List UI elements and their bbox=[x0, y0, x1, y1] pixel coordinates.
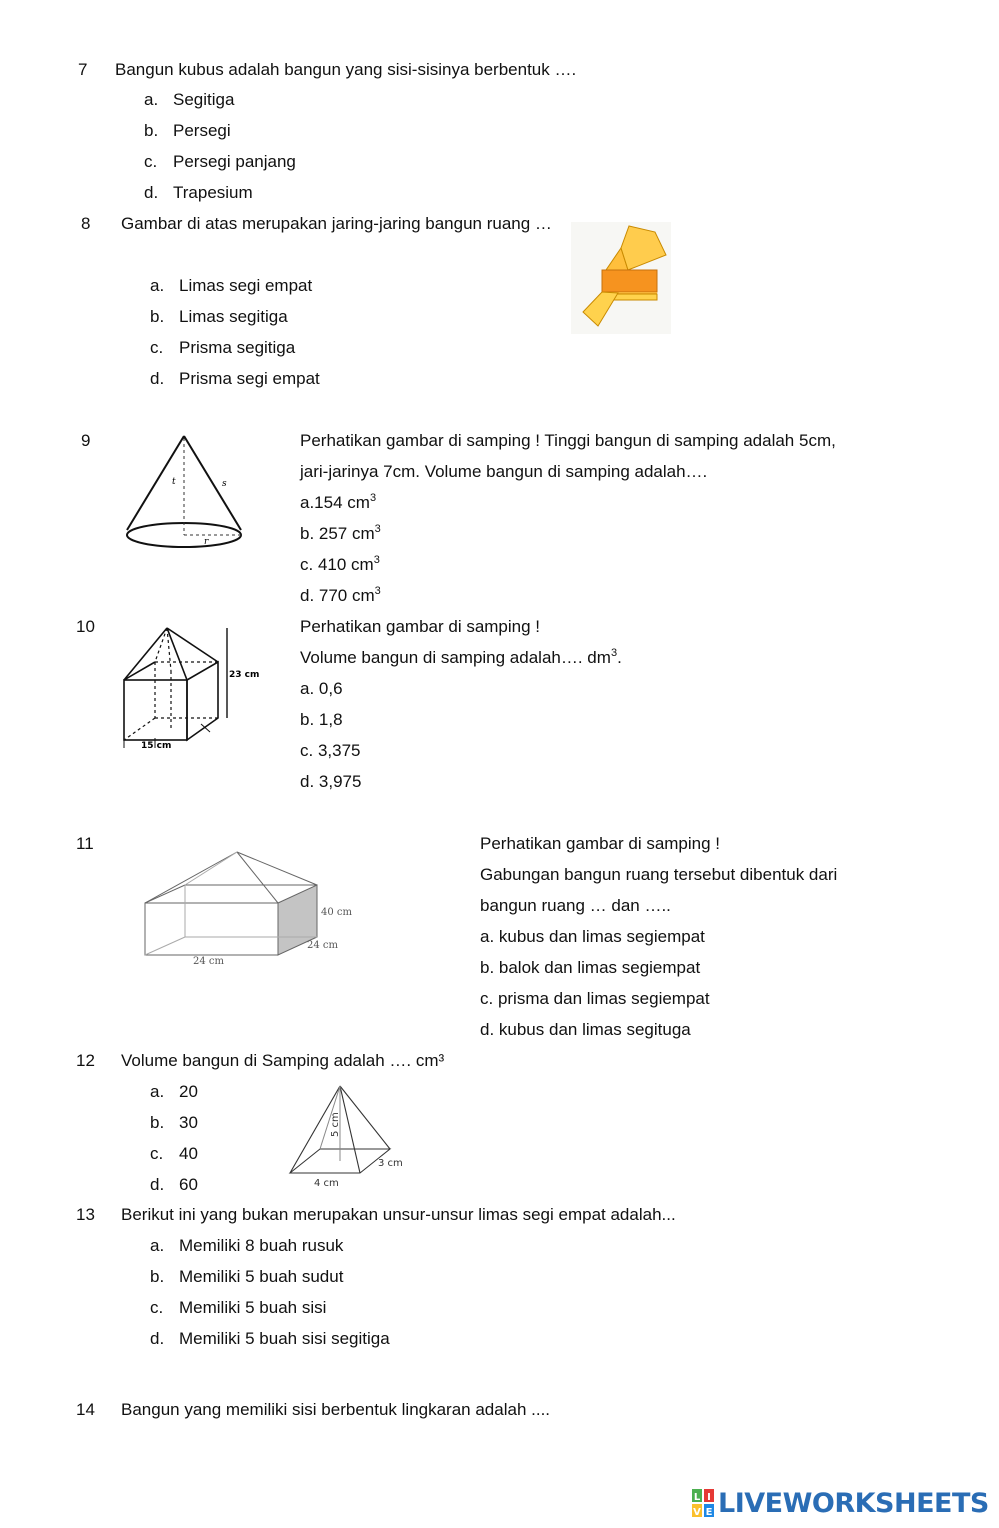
q10-option-b[interactable]: b. 1,8 bbox=[300, 710, 343, 729]
q12-option-b-letter: b. bbox=[150, 1113, 165, 1132]
q12-option-b[interactable]: 30 bbox=[179, 1113, 198, 1132]
q10-text-line2: Volume bangun di samping adalah…. $dm^3$. bbox=[300, 647, 622, 667]
q9-option-c[interactable]: c. 410 $cm^3$ bbox=[300, 554, 380, 574]
q11-option-d[interactable]: d. kubus dan limas segituga bbox=[480, 1020, 691, 1039]
q8-option-a[interactable]: Limas segi empat bbox=[179, 276, 313, 295]
cone-radius-label: r bbox=[204, 537, 209, 547]
q9-option-d[interactable]: d. 770 $cm^3$ bbox=[300, 585, 381, 605]
q9-text-line1: Perhatikan gambar di samping ! Tinggi bangun di samping adalah 5cm, bbox=[300, 431, 836, 450]
width-label: 24 cm bbox=[193, 956, 224, 967]
q12-option-d[interactable]: 60 bbox=[179, 1175, 198, 1194]
depth-label: 24 cm bbox=[307, 940, 338, 951]
q13-option-c-letter: c. bbox=[150, 1298, 164, 1317]
q11-text-line1: Perhatikan gambar di samping ! bbox=[480, 834, 721, 853]
q12-option-c-letter: c. bbox=[150, 1144, 164, 1163]
cone-figure bbox=[120, 430, 250, 555]
q7-number: 7 bbox=[78, 60, 88, 79]
q13-text: Berikut ini yang bukan merupakan unsur-unsur limas segi empat adalah... bbox=[121, 1205, 676, 1224]
liveworksheets-logo-icon bbox=[692, 1489, 714, 1517]
q13-option-a-letter: a. bbox=[150, 1236, 165, 1255]
q12-option-c[interactable]: 40 bbox=[179, 1144, 198, 1163]
q7-option-b-letter: b. bbox=[144, 121, 159, 140]
q9-number: 9 bbox=[81, 431, 91, 450]
q12-number: 12 bbox=[76, 1051, 95, 1070]
q7-option-d-letter: d. bbox=[144, 183, 159, 202]
q14-number: 14 bbox=[76, 1400, 95, 1419]
height-label: 5 cm bbox=[330, 1112, 341, 1137]
q11-option-c[interactable]: c. prisma dan limas segiempat bbox=[480, 989, 710, 1008]
svg-text:E: E bbox=[705, 1507, 713, 1517]
q10-text-line1: Perhatikan gambar di samping ! bbox=[300, 617, 541, 636]
q8-number: 8 bbox=[81, 214, 91, 233]
q9-option-a[interactable]: a.154 $cm^3$ bbox=[300, 492, 377, 512]
q7-option-b[interactable]: Persegi bbox=[173, 121, 231, 140]
q11-option-a[interactable]: a. kubus dan limas segiempat bbox=[480, 927, 705, 946]
q12-option-a-letter: a. bbox=[150, 1082, 165, 1101]
side-label: 15 cm bbox=[141, 741, 172, 751]
width-label: 4 cm bbox=[314, 1178, 339, 1189]
height-label: 40 cm bbox=[321, 907, 352, 918]
q13-option-b-letter: b. bbox=[150, 1267, 165, 1286]
q9-text-line2: jari-jarinya 7cm. Volume bangun di samping adalah…. bbox=[300, 462, 708, 481]
q7-option-c[interactable]: Persegi panjang bbox=[173, 152, 296, 171]
svg-text:L: L bbox=[693, 1492, 701, 1503]
q8-option-d-letter: d. bbox=[150, 369, 165, 388]
q8-option-a-letter: a. bbox=[150, 276, 165, 295]
q11-text-line3: bangun ruang … dan ….. bbox=[480, 896, 671, 915]
svg-text:I: I bbox=[707, 1492, 711, 1503]
q11-number: 11 bbox=[76, 834, 94, 853]
cube-with-pyramid-figure bbox=[115, 620, 270, 755]
q12-text: Volume bangun di Samping adalah …. cm³ bbox=[121, 1051, 445, 1070]
q8-text: Gambar di atas merupakan jaring-jaring bangun ruang … bbox=[121, 214, 552, 233]
q13-number: 13 bbox=[76, 1205, 95, 1224]
q11-option-b[interactable]: b. balok dan limas segiempat bbox=[480, 958, 701, 977]
q13-option-a[interactable]: Memiliki 8 buah rusuk bbox=[179, 1236, 344, 1255]
rectangular-pyramid-figure bbox=[282, 1082, 412, 1192]
q10-number: 10 bbox=[76, 617, 95, 636]
q13-option-b[interactable]: Memiliki 5 buah sudut bbox=[179, 1267, 344, 1286]
q8-option-b[interactable]: Limas segitiga bbox=[179, 307, 288, 326]
q13-option-c[interactable]: Memiliki 5 buah sisi bbox=[179, 1298, 327, 1317]
cone-slant-label: s bbox=[222, 479, 227, 489]
box-with-pyramid-figure bbox=[135, 845, 365, 970]
q13-option-d[interactable]: Memiliki 5 buah sisi segitiga bbox=[179, 1329, 390, 1348]
q8-option-d[interactable]: Prisma segi empat bbox=[179, 369, 320, 388]
q9-option-b[interactable]: b. 257 $cm^3$ bbox=[300, 523, 381, 543]
liveworksheets-logo-text: LIVEWORKSHEETS bbox=[718, 1487, 989, 1519]
q7-text: Bangun kubus adalah bangun yang sisi-sisinya berbentuk …. bbox=[115, 60, 577, 79]
q7-option-a-letter: a. bbox=[144, 90, 159, 109]
q8-option-b-letter: b. bbox=[150, 307, 165, 326]
depth-label: 3 cm bbox=[378, 1158, 403, 1169]
q14-text: Bangun yang memiliki sisi berbentuk lingkaran adalah .... bbox=[121, 1400, 551, 1419]
triangular-prism-net-figure bbox=[571, 222, 671, 334]
liveworksheets-logo bbox=[692, 1486, 989, 1520]
q7-option-c-letter: c. bbox=[144, 152, 158, 171]
q10-option-a[interactable]: a. 0,6 bbox=[300, 679, 343, 698]
q8-option-c[interactable]: Prisma segitiga bbox=[179, 338, 296, 357]
q8-option-c-letter: c. bbox=[150, 338, 164, 357]
height-label: 23 cm bbox=[229, 670, 260, 680]
cone-height-label: t bbox=[172, 477, 176, 487]
q7-option-a[interactable]: Segitiga bbox=[173, 90, 235, 109]
svg-text:V: V bbox=[693, 1507, 701, 1517]
q12-option-a[interactable]: 20 bbox=[179, 1082, 198, 1101]
q7-option-d[interactable]: Trapesium bbox=[173, 183, 253, 202]
q10-option-c[interactable]: c. 3,375 bbox=[300, 741, 361, 760]
q12-option-d-letter: d. bbox=[150, 1175, 165, 1194]
q10-option-d[interactable]: d. 3,975 bbox=[300, 772, 362, 791]
q13-option-d-letter: d. bbox=[150, 1329, 165, 1348]
q11-text-line2: Gabungan bangun ruang tersebut dibentuk dari bbox=[480, 865, 838, 884]
